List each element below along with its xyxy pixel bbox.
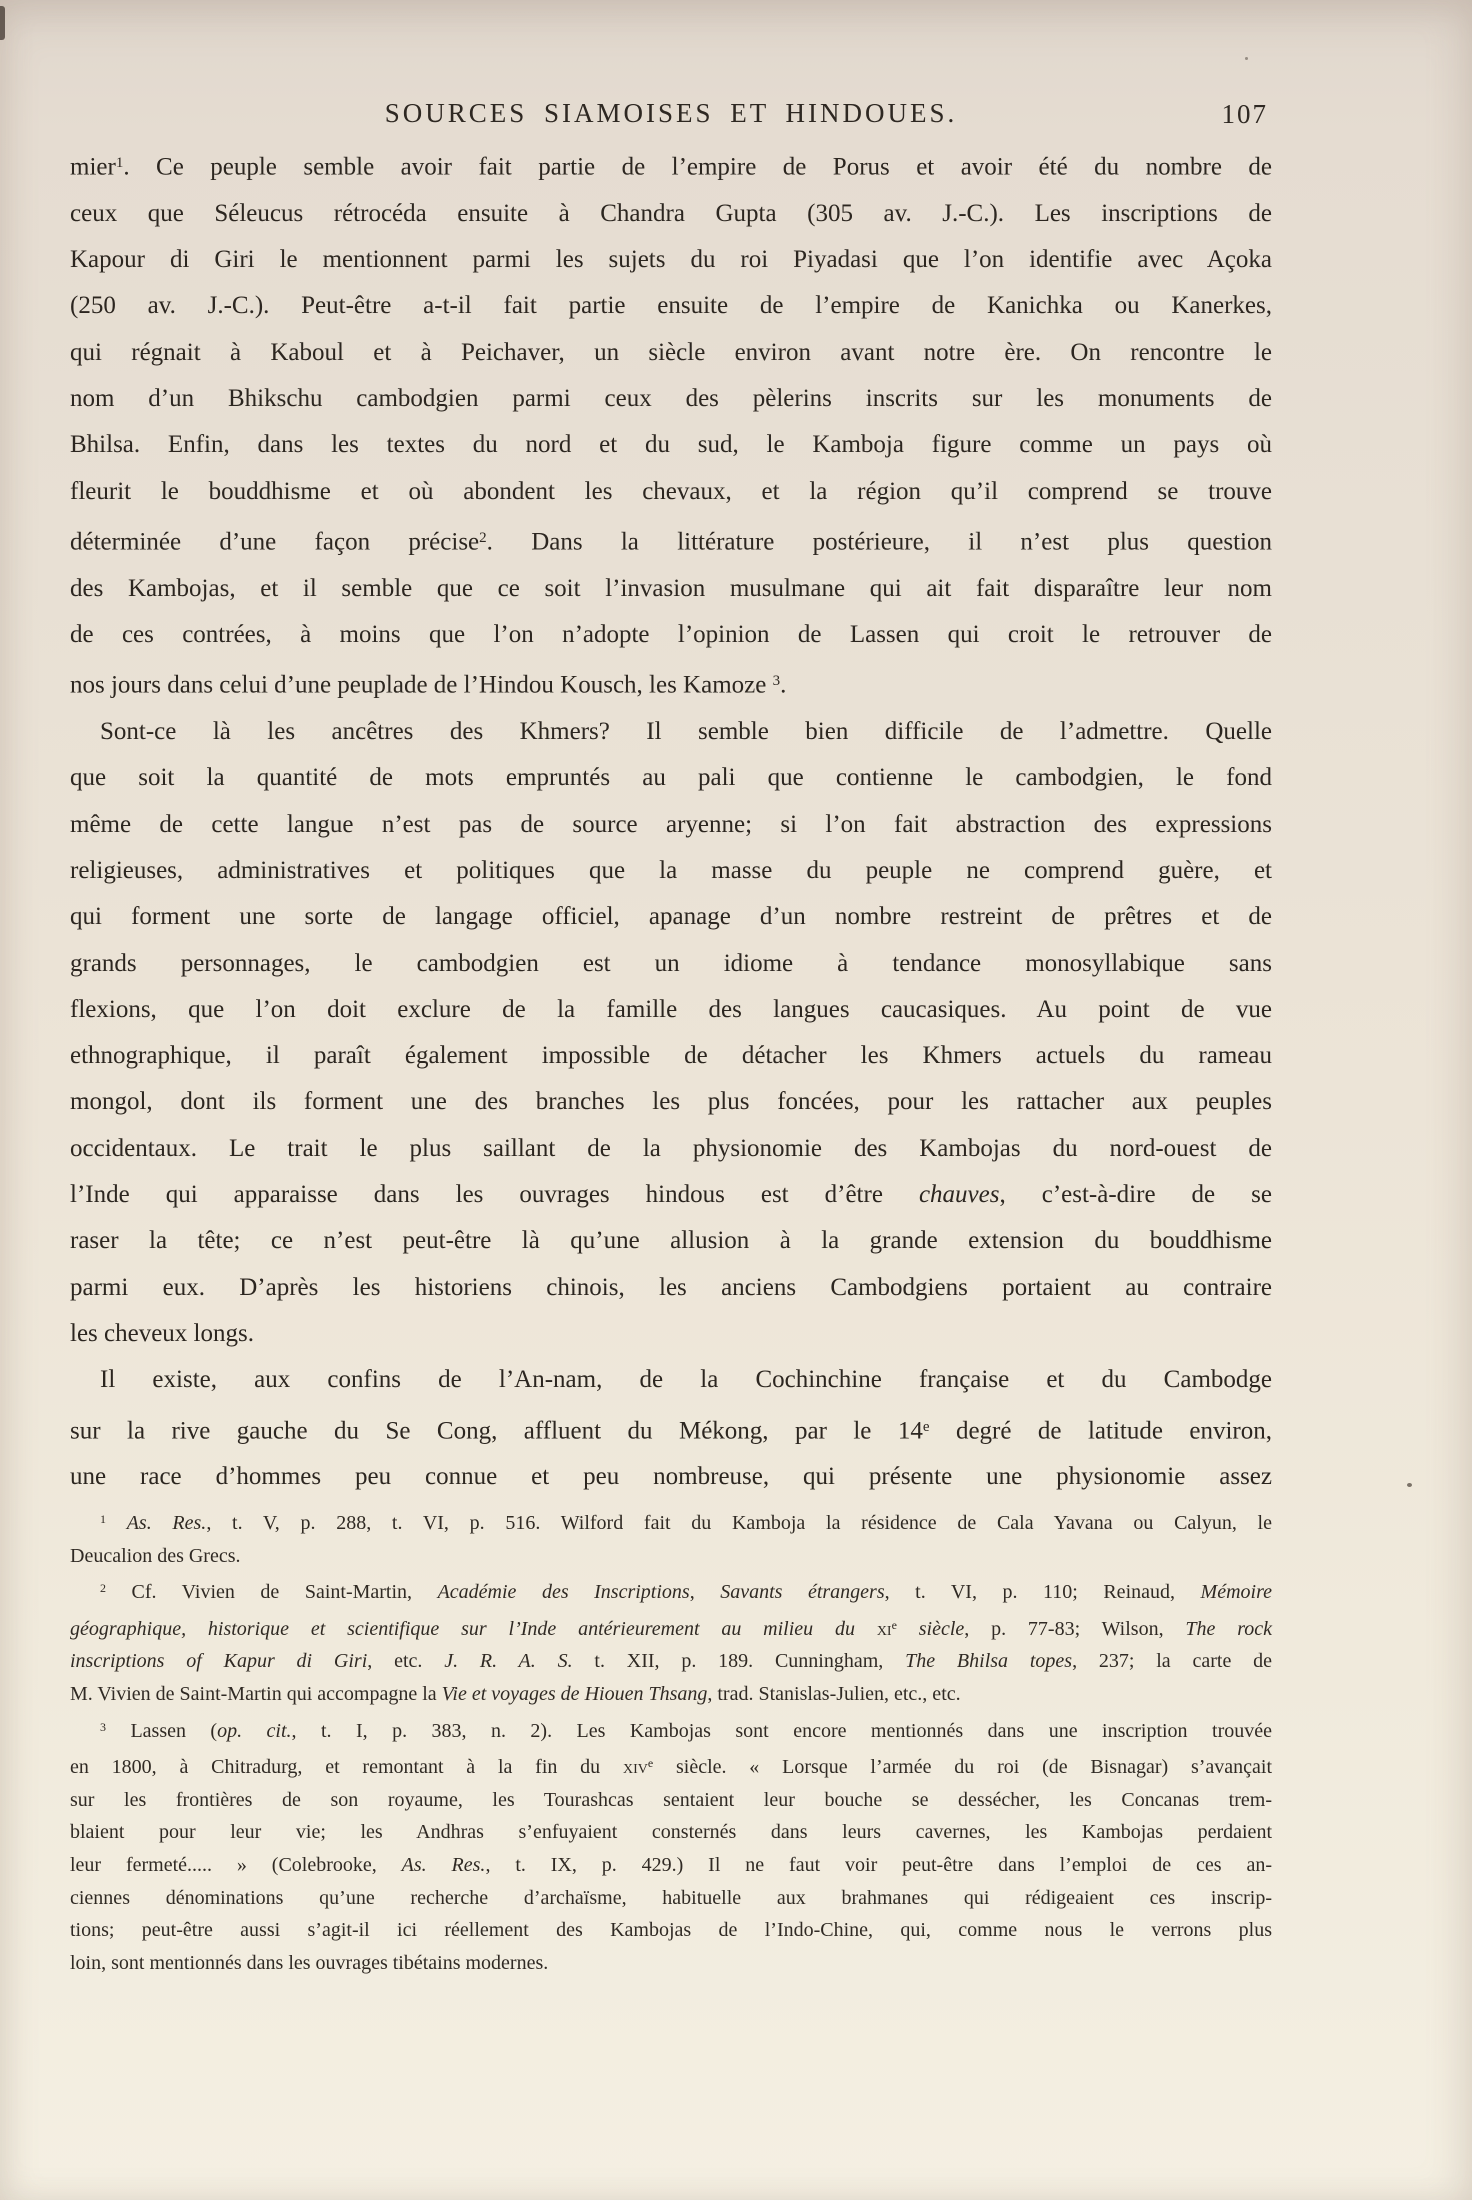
page-number: 107 — [1221, 99, 1268, 129]
text-segment: . Ce peuple semble avoir fait partie de l’empire de Porus et avoir été du nombre de — [123, 153, 1272, 181]
text-segment: des Kambojas, et il semble que ce soit l’invasion musulmane qui ait fait disparaître leur nom — [70, 574, 1272, 602]
text-segment: mongol, dont ils forment une des branches les plus foncées, pour les rattacher aux peuples — [70, 1088, 1272, 1116]
italic-text: As. Res. — [126, 1512, 207, 1534]
text-segment: Lassen ( — [106, 1719, 218, 1742]
text-line — [70, 894, 1272, 940]
scan-artifact — [1245, 57, 1248, 60]
italic-text: Savants étrangers — [720, 1581, 885, 1604]
text-segment: en 1800, à Chitradurg, et remontant à la fin du — [70, 1756, 623, 1779]
text-line — [70, 237, 1272, 283]
italic-text: inscriptions of Kapur di Giri — [70, 1650, 368, 1673]
text-line — [70, 1747, 1272, 1784]
footnotes — [70, 1503, 1272, 1979]
italic-text: siècle — [896, 1617, 965, 1640]
text-line — [70, 1572, 1272, 1609]
text-segment: , c’est-à-dire de se — [999, 1181, 1272, 1209]
text-segment: siècle. « Lorsque l’armée du roi (de Bisnagar) s’avançait — [653, 1756, 1273, 1779]
text-segment: raser la tête; ce n’est peut-être là qu’une allusion à la grande extension du bouddhisme — [70, 1227, 1272, 1255]
text-line — [70, 1678, 1272, 1711]
footnote-marker: 3 — [100, 1719, 106, 1734]
footnote-marker: 2 — [100, 1581, 106, 1596]
text-line — [70, 1311, 1272, 1357]
text-line — [70, 1849, 1272, 1882]
text-segment: blaient pour leur vie; les Andhras s’enfuyaient consternés dans leurs cavernes, les Kambojas perdaient — [70, 1821, 1272, 1844]
text-line — [70, 1645, 1272, 1678]
footnote — [70, 1572, 1272, 1710]
text-segment: leur fermeté..... » (Colebrooke, — [70, 1853, 402, 1876]
text-segment: (250 av. J.-C.). Peut-être a-t-il fait partie ensuite de l’empire de Kanichka ou Kanerkes, — [70, 292, 1272, 320]
text-line — [70, 1079, 1272, 1125]
text-segment: nos jours dans celui d’une peuplade de l’Hindou Kousch, les Kamoze — [70, 671, 773, 699]
footnote-marker: e — [922, 1418, 930, 1435]
text-line — [70, 1711, 1272, 1748]
italic-text: The Bhilsa topes — [905, 1650, 1073, 1673]
text-segment: les cheveux longs. — [70, 1319, 254, 1347]
text-line — [70, 1947, 1272, 1980]
text-segment: grands personnages, le cambodgien est un idiome à tendance monosyllabique sans — [70, 949, 1272, 977]
text-segment: Bhilsa. Enfin, dans les textes du nord et du sud, le Kamboja figure comme un pays où — [70, 431, 1272, 459]
text-segment: , p. 77-83; Wilson, — [964, 1617, 1186, 1640]
text-line — [70, 755, 1272, 801]
text-line — [70, 422, 1272, 468]
text-segment: l’Inde qui apparaisse dans les ouvrages hindous est d’être — [70, 1181, 919, 1209]
text-segment: mier — [70, 153, 116, 181]
scan-artifact — [1407, 1483, 1412, 1487]
body-text — [70, 140, 1272, 1501]
italic-text: Vie et voyages de Hiouen Thsang — [441, 1682, 708, 1705]
text-segment: degré de latitude environ, — [929, 1417, 1272, 1445]
text-segment: M. Vivien de Saint-Martin qui accompagne la — [70, 1682, 442, 1705]
paragraph — [70, 140, 1272, 709]
text-segment: , t. I, p. 383, n. 2). Les Kambojas sont encore mentionnés dans une inscription trouvée — [291, 1719, 1272, 1742]
text-line — [70, 140, 1272, 191]
footnote-marker: 3 — [772, 673, 781, 690]
text-segment: une race d’hommes peu connue et peu nombreuse, qui présente une physionomie assez — [70, 1463, 1272, 1491]
text-line — [70, 1540, 1272, 1573]
text-line — [70, 283, 1272, 329]
italic-text: The rock — [1185, 1617, 1273, 1640]
scan-artifact — [0, 6, 5, 40]
text-line — [70, 612, 1272, 658]
text-segment: xiv — [622, 1756, 648, 1779]
text-line — [70, 330, 1272, 376]
text-line — [70, 1784, 1272, 1817]
italic-text: As. Res. — [401, 1853, 486, 1876]
text-segment: déterminée d’une façon précise — [70, 528, 480, 556]
text-segment: Il existe, aux confins de l’An-nam, de la Cochinchine française et du Cambodge — [100, 1366, 1272, 1394]
text-line — [70, 802, 1272, 848]
text-segment: flexions, que l’on doit exclure de la famille des langues caucasiques. Au point de vue — [70, 995, 1272, 1023]
text-line — [70, 1404, 1272, 1455]
text-segment: loin, sont mentionnés dans les ouvrages tibétains modernes. — [70, 1951, 549, 1974]
italic-text: Académie des Inscriptions — [437, 1581, 690, 1604]
text-line — [70, 658, 1272, 709]
text-segment: qui forment une sorte de langage officiel, apanage d’un nombre restreint de prêtres et de — [70, 903, 1272, 931]
text-segment: parmi eux. D’après les historiens chinois, les anciens Cambodgiens portaient au contraire — [70, 1273, 1272, 1301]
text-line — [70, 941, 1272, 987]
paragraph — [70, 1357, 1272, 1500]
text-segment: . Dans la littérature postérieure, il n’est plus question — [486, 528, 1273, 556]
footnote-marker: 2 — [479, 529, 487, 546]
running-title: SOURCES SIAMOISES ET HINDOUES. — [384, 98, 958, 128]
text-line — [70, 1816, 1272, 1849]
text-segment: ciennes dénominations qu’une recherche d’archaïsme, habituelle aux brahmanes qui rédigeaient ces inscrip- — [70, 1886, 1272, 1909]
text-segment: fleurit le bouddhisme et où abondent les chevaux, et la région qu’il comprend se trouve — [70, 477, 1272, 505]
italic-text: géographique, historique et scientifique sur l’Inde antérieurement au milieu du — [70, 1617, 877, 1640]
text-segment: xi — [876, 1617, 892, 1640]
text-segment: Kapour di Giri le mentionnent parmi les sujets du roi Piyadasi que l’on identifie avec Açoka — [70, 246, 1272, 274]
text-line — [70, 191, 1272, 237]
text-line — [70, 515, 1272, 566]
footnote-marker: e — [891, 1617, 897, 1632]
footnote-marker: 1 — [115, 155, 124, 171]
text-segment: Cf. Vivien de Saint-Martin, — [106, 1581, 438, 1604]
text-segment: même de cette langue n’est pas de source aryenne; si l’on fait abstraction des expressions — [70, 810, 1272, 838]
text-line — [70, 709, 1272, 755]
text-segment: Deucalion des Grecs. — [70, 1544, 241, 1567]
text-line — [70, 1126, 1272, 1172]
text-line — [70, 1172, 1272, 1218]
text-segment: , — [689, 1581, 721, 1604]
footnote-marker: e — [647, 1756, 654, 1771]
text-line — [70, 1914, 1272, 1947]
text-line — [70, 1033, 1272, 1079]
text-segment: . — [780, 671, 787, 699]
text-line — [70, 1357, 1272, 1403]
text-segment: tions; peut-être aussi s’agit-il ici réellement des Kambojas de l’Indo-Chine, qui, comme nous le verrons plus — [70, 1919, 1272, 1942]
text-segment: ethnographique, il paraît également impossible de détacher les Khmers actuels du rameau — [70, 1042, 1272, 1070]
text-line — [70, 1265, 1272, 1311]
text-line — [70, 1218, 1272, 1264]
text-segment — [106, 1512, 127, 1534]
text-line — [70, 376, 1272, 422]
text-segment: ceux que Séleucus rétrocéda ensuite à Chandra Gupta (305 av. J.-C.). Les inscriptions de — [70, 199, 1272, 227]
footnote — [70, 1503, 1272, 1572]
text-segment: religieuses, administratives et politiques que la masse du peuple ne comprend guère, et — [70, 856, 1272, 884]
italic-text: Mémoire — [1200, 1581, 1272, 1604]
italic-text: op. cit. — [217, 1719, 292, 1742]
text-segment: , t. V, p. 288, t. VI, p. 516. Wilford fait du Kamboja la résidence de Cala Yavana ou Calyun, le — [206, 1512, 1272, 1534]
text-segment: , trad. Stanislas-Julien, etc., etc. — [707, 1682, 961, 1705]
text-line — [70, 848, 1272, 894]
text-line — [70, 566, 1272, 612]
italic-text: J. R. A. S. — [444, 1650, 573, 1673]
text-segment: , 237; la carte de — [1072, 1650, 1273, 1673]
page-header — [70, 98, 1272, 132]
text-segment: occidentaux. Le trait le plus saillant de la physionomie des Kambojas du nord-ouest de — [70, 1134, 1272, 1162]
paragraph — [70, 709, 1272, 1357]
text-line — [70, 469, 1272, 515]
text-segment: qui régnait à Kaboul et à Peichaver, un siècle environ avant notre ère. On rencontre le — [70, 338, 1272, 366]
text-segment: , etc. — [367, 1650, 445, 1673]
text-segment: nom d’un Bhikschu cambodgien parmi ceux des pèlerins inscrits sur les monuments de — [70, 384, 1272, 412]
text-segment: Sont-ce là les ancêtres des Khmers? Il semble bien difficile de l’admettre. Quelle — [100, 718, 1272, 746]
text-segment: , t. IX, p. 429.) Il ne faut voir peut-être dans l’emploi de ces an- — [485, 1853, 1272, 1876]
text-segment: sur la rive gauche du Se Cong, affluent du Mékong, par le 14 — [70, 1417, 923, 1445]
footnote-marker: 1 — [100, 1512, 106, 1526]
text-segment: t. XII, p. 189. Cunningham, — [572, 1650, 906, 1673]
text-line — [70, 987, 1272, 1033]
text-segment: , t. VI, p. 110; Reinaud, — [884, 1581, 1201, 1604]
text-line — [70, 1882, 1272, 1915]
text-segment: que soit la quantité de mots empruntés au pali que contienne le cambodgien, le fond — [70, 764, 1272, 792]
italic-text: chauves — [918, 1181, 1000, 1209]
text-segment: de ces contrées, à moins que l’on n’adopte l’opinion de Lassen qui croit le retrouver de — [70, 620, 1272, 648]
text-segment: sur les frontières de son royaume, les Tourashcas sentaient leur bouche se dessécher, les Concanas trem- — [70, 1788, 1272, 1811]
footnote — [70, 1711, 1272, 1980]
text-line — [70, 1609, 1272, 1646]
text-line — [70, 1454, 1272, 1500]
text-line — [70, 1503, 1272, 1540]
